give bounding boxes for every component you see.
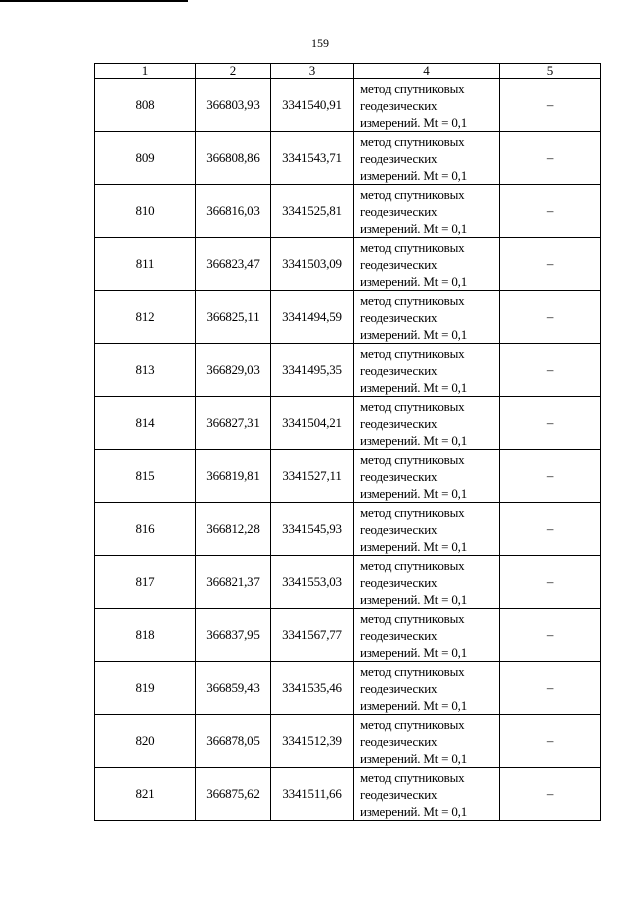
note-cell: – [500, 238, 601, 291]
method-line: геодезических [360, 680, 438, 696]
table-row [95, 79, 601, 132]
method-line: измерений. Mt = 0,1 [360, 697, 467, 713]
method-line: измерений. Mt = 0,1 [360, 167, 467, 183]
x-coordinate-cell: 366823,47 [196, 238, 271, 291]
y-coordinate-cell: 3341535,46 [271, 662, 354, 715]
x-coordinate-cell: 366812,28 [196, 503, 271, 556]
method-line: измерений. Mt = 0,1 [360, 379, 467, 395]
method-line: метод спутниковых [360, 292, 465, 308]
method-line: метод спутниковых [360, 557, 465, 573]
table-row [95, 397, 601, 450]
point-number-cell: 812 [95, 291, 196, 344]
note-cell: – [500, 397, 601, 450]
x-coordinate-cell: 366859,43 [196, 662, 271, 715]
method-line: геодезических [360, 150, 438, 166]
point-number-cell: 820 [95, 715, 196, 768]
table-row [95, 556, 601, 609]
method-line: измерений. Mt = 0,1 [360, 750, 467, 766]
y-coordinate-cell: 3341525,81 [271, 185, 354, 238]
point-number-cell: 817 [95, 556, 196, 609]
note-cell: – [500, 291, 601, 344]
point-number-cell: 816 [95, 503, 196, 556]
page-number: 159 [311, 36, 329, 50]
method-line: метод спутниковых [360, 663, 465, 679]
method-line: измерений. Mt = 0,1 [360, 220, 467, 236]
y-coordinate-cell: 3341495,35 [271, 344, 354, 397]
point-number-cell: 821 [95, 768, 196, 821]
method-line: геодезических [360, 574, 438, 590]
method-line: измерений. Mt = 0,1 [360, 591, 467, 607]
y-coordinate-cell: 3341504,21 [271, 397, 354, 450]
method-line: измерений. Mt = 0,1 [360, 273, 467, 289]
x-coordinate-cell: 366816,03 [196, 185, 271, 238]
method-line: метод спутниковых [360, 239, 465, 255]
top-rule [0, 0, 188, 2]
x-coordinate-cell: 366825,11 [196, 291, 271, 344]
method-cell [354, 450, 500, 503]
method-line: измерений. Mt = 0,1 [360, 432, 467, 448]
method-line: метод спутниковых [360, 769, 465, 785]
point-number-cell: 808 [95, 79, 196, 132]
method-line: метод спутниковых [360, 451, 465, 467]
table-row [95, 768, 601, 821]
point-number-cell: 810 [95, 185, 196, 238]
table-row [95, 609, 601, 662]
x-coordinate-cell: 366827,31 [196, 397, 271, 450]
y-coordinate-cell: 3341545,93 [271, 503, 354, 556]
note-cell: – [500, 556, 601, 609]
method-line: геодезических [360, 733, 438, 749]
note-cell: – [500, 344, 601, 397]
column-header-1: 1 [95, 64, 196, 79]
column-header-4: 4 [354, 64, 500, 79]
method-line: геодезических [360, 97, 438, 113]
table-row [95, 344, 601, 397]
table-header-row [95, 64, 601, 79]
table-body [95, 79, 601, 821]
y-coordinate-cell: 3341540,91 [271, 79, 354, 132]
column-header-3: 3 [271, 64, 354, 79]
method-line: метод спутниковых [360, 80, 465, 96]
x-coordinate-cell: 366829,03 [196, 344, 271, 397]
note-cell: – [500, 768, 601, 821]
y-coordinate-cell: 3341567,77 [271, 609, 354, 662]
method-line: геодезических [360, 256, 438, 272]
point-number-cell: 815 [95, 450, 196, 503]
method-cell [354, 291, 500, 344]
x-coordinate-cell: 366803,93 [196, 79, 271, 132]
method-cell [354, 556, 500, 609]
note-cell: – [500, 450, 601, 503]
x-coordinate-cell: 366821,37 [196, 556, 271, 609]
method-line: геодезических [360, 786, 438, 802]
method-line: метод спутниковых [360, 398, 465, 414]
method-cell [354, 768, 500, 821]
method-line: измерений. Mt = 0,1 [360, 644, 467, 660]
method-cell [354, 503, 500, 556]
method-line: геодезических [360, 362, 438, 378]
note-cell: – [500, 609, 601, 662]
y-coordinate-cell: 3341494,59 [271, 291, 354, 344]
table-row [95, 132, 601, 185]
method-line: геодезических [360, 521, 438, 537]
x-coordinate-cell: 366819,81 [196, 450, 271, 503]
table-row [95, 238, 601, 291]
method-cell [354, 662, 500, 715]
point-number-cell: 819 [95, 662, 196, 715]
method-line: метод спутниковых [360, 186, 465, 202]
y-coordinate-cell: 3341553,03 [271, 556, 354, 609]
method-line: метод спутниковых [360, 345, 465, 361]
note-cell: – [500, 503, 601, 556]
x-coordinate-cell: 366837,95 [196, 609, 271, 662]
point-number-cell: 811 [95, 238, 196, 291]
method-line: измерений. Mt = 0,1 [360, 485, 467, 501]
y-coordinate-cell: 3341511,66 [271, 768, 354, 821]
method-cell [354, 344, 500, 397]
method-line: метод спутниковых [360, 133, 465, 149]
note-cell: – [500, 185, 601, 238]
table-row [95, 185, 601, 238]
method-line: геодезических [360, 203, 438, 219]
method-line: метод спутниковых [360, 504, 465, 520]
point-number-cell: 809 [95, 132, 196, 185]
column-header-2: 2 [196, 64, 271, 79]
note-cell: – [500, 79, 601, 132]
note-cell: – [500, 662, 601, 715]
y-coordinate-cell: 3341543,71 [271, 132, 354, 185]
table-row [95, 291, 601, 344]
method-line: метод спутниковых [360, 610, 465, 626]
method-line: измерений. Mt = 0,1 [360, 114, 467, 130]
method-cell [354, 609, 500, 662]
method-line: измерений. Mt = 0,1 [360, 538, 467, 554]
y-coordinate-cell: 3341527,11 [271, 450, 354, 503]
method-line: геодезических [360, 415, 438, 431]
method-line: метод спутниковых [360, 716, 465, 732]
table-row [95, 715, 601, 768]
note-cell: – [500, 715, 601, 768]
y-coordinate-cell: 3341503,09 [271, 238, 354, 291]
y-coordinate-cell: 3341512,39 [271, 715, 354, 768]
method-cell [354, 79, 500, 132]
method-line: геодезических [360, 309, 438, 325]
point-number-cell: 813 [95, 344, 196, 397]
x-coordinate-cell: 366808,86 [196, 132, 271, 185]
table-row [95, 450, 601, 503]
method-cell [354, 397, 500, 450]
table-row [95, 662, 601, 715]
point-number-cell: 814 [95, 397, 196, 450]
point-number-cell: 818 [95, 609, 196, 662]
method-line: измерений. Mt = 0,1 [360, 326, 467, 342]
table-row [95, 503, 601, 556]
method-line: геодезических [360, 468, 438, 484]
coordinates-table [94, 63, 601, 821]
column-header-5: 5 [500, 64, 601, 79]
method-line: измерений. Mt = 0,1 [360, 803, 467, 819]
method-line: геодезических [360, 627, 438, 643]
x-coordinate-cell: 366875,62 [196, 768, 271, 821]
note-cell: – [500, 132, 601, 185]
x-coordinate-cell: 366878,05 [196, 715, 271, 768]
method-cell [354, 185, 500, 238]
method-cell [354, 132, 500, 185]
method-cell [354, 238, 500, 291]
method-cell [354, 715, 500, 768]
